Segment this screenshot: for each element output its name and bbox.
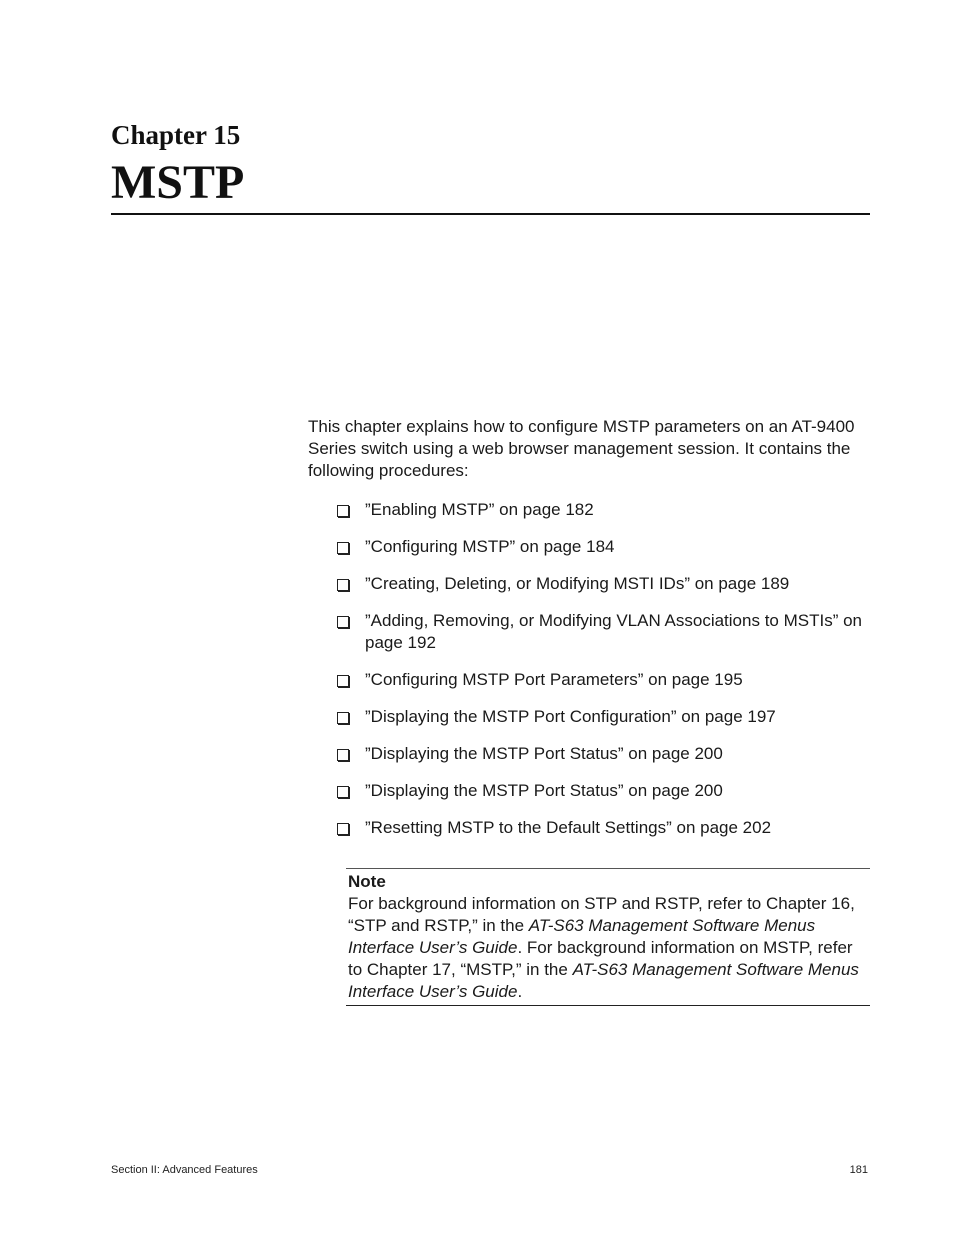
footer-section: Section II: Advanced Features [111, 1164, 258, 1176]
procedure-link[interactable]: ”Displaying the MSTP Port Status” on page 200 [365, 744, 723, 763]
list-item [336, 780, 870, 802]
guide-title: AT-S63 Management Software Menus Interface User’s Guide [348, 960, 859, 1001]
procedure-list [336, 499, 870, 854]
procedure-link[interactable]: ”Resetting MSTP to the Default Settings” on page 202 [365, 818, 772, 837]
list-item [336, 499, 870, 521]
note-text: . [517, 982, 523, 1001]
list-item [336, 610, 870, 654]
list-item [336, 706, 870, 728]
chapter-title: MSTP [111, 156, 245, 209]
procedure-link[interactable]: ”Displaying the MSTP Port Configuration” on page 197 [365, 707, 776, 726]
procedure-link[interactable]: ”Configuring MSTP Port Parameters” on page 195 [365, 670, 743, 689]
note-text: For background information on STP and RSTP, refer to Chapter 16, “STP and RSTP,” in the [348, 894, 855, 935]
note-body [348, 893, 870, 1003]
checkbox-bullet-icon [337, 616, 349, 628]
checkbox-bullet-icon [337, 786, 349, 798]
list-item [336, 817, 870, 839]
checkbox-bullet-icon [337, 749, 349, 761]
note-box [346, 868, 870, 1006]
chapter-label: Chapter 15 [111, 120, 241, 150]
procedure-link[interactable]: ”Creating, Deleting, or Modifying MSTI IDs” on page 189 [365, 574, 790, 593]
procedure-link[interactable]: ”Adding, Removing, or Modifying VLAN Associations to MSTIs” on page 192 [365, 611, 862, 652]
list-item [336, 573, 870, 595]
procedure-link[interactable]: ”Configuring MSTP” on page 184 [365, 537, 615, 556]
intro-paragraph: This chapter explains how to configure MSTP parameters on an AT-9400 Series switch using a web browser management session. It contains the following procedures: [308, 417, 855, 480]
checkbox-bullet-icon [337, 675, 349, 687]
note-heading: Note [348, 872, 386, 891]
checkbox-bullet-icon [337, 505, 349, 517]
list-item [336, 743, 870, 765]
checkbox-bullet-icon [337, 579, 349, 591]
list-item [336, 536, 870, 558]
procedure-link[interactable]: ”Displaying the MSTP Port Status” on page 200 [365, 781, 723, 800]
checkbox-bullet-icon [337, 542, 349, 554]
title-divider [111, 213, 870, 215]
checkbox-bullet-icon [337, 823, 349, 835]
note-text: . For background information on MSTP, refer to Chapter 17, “MSTP,” in the [348, 938, 853, 979]
checkbox-bullet-icon [337, 712, 349, 724]
procedure-link[interactable]: ”Enabling MSTP” on page 182 [365, 500, 594, 519]
list-item [336, 669, 870, 691]
guide-title: AT-S63 Management Software Menus Interface User’s Guide [348, 916, 816, 957]
page-number: 181 [849, 1164, 868, 1176]
